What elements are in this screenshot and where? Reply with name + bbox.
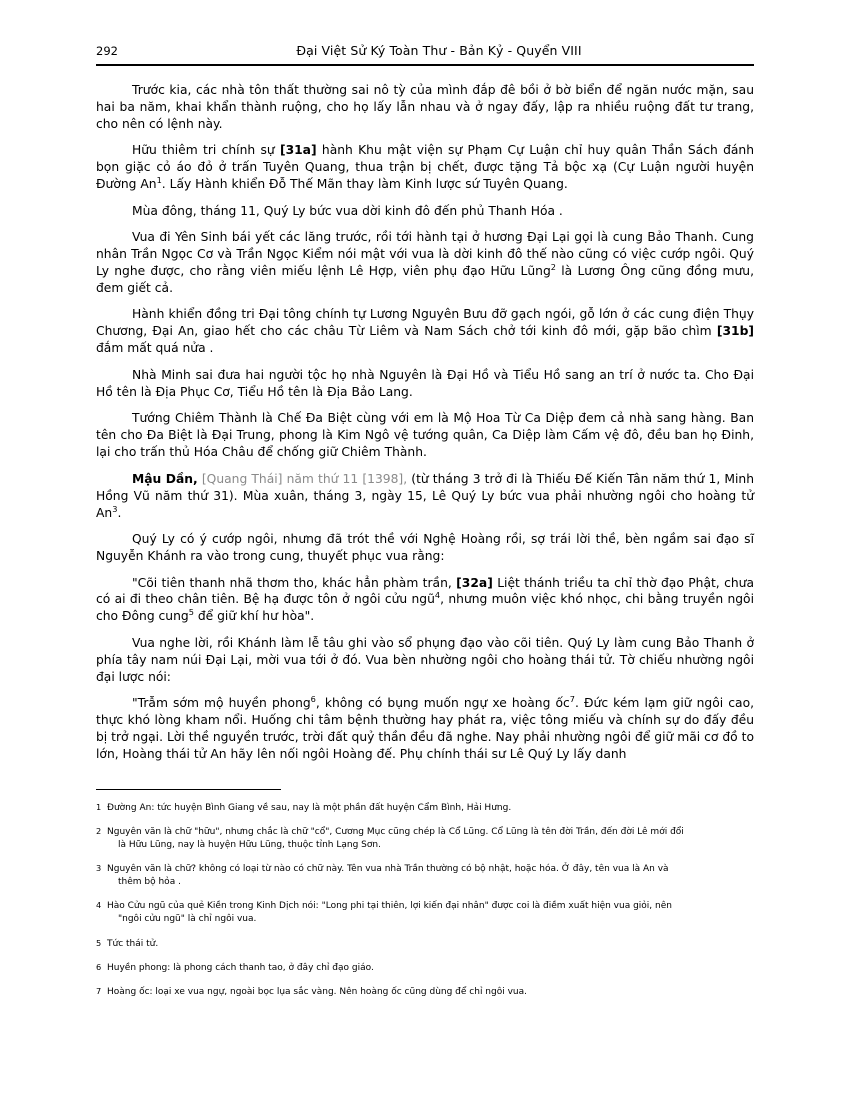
footnote-text-line2: là Hữu Lũng, nay là huyện Hữu Lũng, thuộc tỉnh Lạng Sơn. [118,840,381,851]
footnote-text: Hoàng ốc: loại xe vua ngự, ngoài bọc lụa sắc vàng. Nên hoàng ốc cũng dùng để chỉ ngôi vua. [107,986,527,997]
footnote-text: Nguyên văn là chữ? không có loại từ nào có chữ này. Tên vua nhà Trần thường có bộ nhật, hoặc hóa. Ở đây, tên vua là An và thêm bộ hỏa . [107,863,754,889]
footnote-text-line2: "ngôi cửu ngũ" là chỉ ngôi vua. [118,914,257,925]
footnote-list [96,802,754,998]
paragraph: Hành khiển đồng tri Đại tông chính tự Lương Nguyên Bưu đỡ gạch ngói, gỗ lớn ở các cung điện Thụy Chương, Đại An, giao hết cho các châu Từ Liêm và Nam Sách chở tới kinh đô mới, gặp bão chìm [31b] đắm mất quá nửa . [96,307,754,356]
page-number: 292 [96,44,118,59]
footnote-number: 1 [96,802,102,813]
footnote-text: Nguyên văn là chữ "hữu", nhưng chắc là chữ "cổ", Cương Mục cũng chép là Cổ Lũng. Cổ Lũng là tên đời Trần, đến đời Lê mới đổi là Hữu Lũng, nay là huyện Hữu Lũng, thuộc tỉnh Lạng Sơn. [107,826,754,852]
footnote-text: Hào Cửu ngũ của quẻ Kiền trong Kinh Dịch nói: "Long phi tại thiên, lợi kiến đại nhân" được coi là điềm xuất hiện vua giỏi, nên "ngôi cửu ngũ" là chỉ ngôi vua. [107,900,754,926]
reign-year-label: Mậu Dần, [132,471,198,486]
footnote-item [96,826,754,852]
paragraph: Tướng Chiêm Thành là Chế Đa Biệt cùng với em là Mộ Hoa Từ Ca Diệp đem cả nhà sang hàng. Ban tên cho Đa Biệt là Đại Trung, phong là Kim Ngô vệ tướng quân, Ca Diệp làm Cấm vệ đô, đều ban họ Đinh, lại cho trấn thủ Hóa Châu để chống giữ Chiêm Thành. [96,411,754,460]
footnote-separator [96,789,281,790]
footnote-ref[interactable]: 2 [550,261,557,272]
paragraph-year-entry: Mậu Dần, [Quang Thái] năm thứ 11 [1398], (từ tháng 3 trở đi là Thiếu Đế Kiến Tân năm thứ 1, Minh Hồng Vũ năm thứ 31). Mùa xuân, tháng 3, ngày 15, Lê Quý Ly bức vua phải nhường ngôi cho hoàng tử An$^3$. [96,471,754,520]
reign-era-note: [Quang Thái] năm thứ 11 [1398], [197,471,408,486]
footnote-text: Huyền phong: là phong cách thanh tao, ở đây chỉ đạo giáo. [107,962,374,973]
paragraph: Trước kia, các nhà tôn thất thường sai nô tỳ của mình đắp đê bồi ở bờ biển để ngăn nước mặn, sau hai ba năm, khai khẩn thành ruộng, cho họ lấy lẫn nhau và ở ngay đấy, lập ra nhiều ruộng đất tư trang, cho nên có lệnh này. [96,82,754,131]
footnote-number: 2 [96,826,102,837]
paragraph: "Cõi tiên thanh nhã thơm tho, khác hẳn phàm trần, [32a] Liệt thánh triều ta chỉ thờ đạo Phật, chưa có ai đi theo chân tiên. Bệ hạ được tôn ở ngôi cửu ngũ$^4$, nhưng muôn việc khó nhọc, chi bằng truyền ngôi cho Đông cung$^5$ để giữ khí hư hòa". [96,575,754,624]
folio-marker: [32a] [456,575,493,590]
paragraph: Vua nghe lời, rồi Khánh làm lễ tâu ghi vào sổ phụng đạo vào cõi tiên. Quý Ly làm cung Bảo Thanh ở phía tây nam núi Đại Lại, mời vua tới ở đó. Vua bèn nhường ngôi cho hoàng thái tử. Tờ chiếu nhường ngôi đại lược nói: [96,635,754,684]
folio-marker: [31b] [716,324,754,339]
footnote-text: Đường An: tức huyện Bình Giang về sau, nay là một phần đất huyện Cẩm Bình, Hải Hưng. [107,803,512,814]
header-divider [96,64,754,66]
footnote-ref[interactable]: 7 [569,694,575,705]
footnote-ref[interactable]: 6 [310,694,316,705]
footnote-number: 3 [96,863,102,874]
footnote-number: 4 [96,900,102,911]
footnote-item [96,802,754,815]
footnote-text-line2: thêm bộ hỏa . [118,877,181,888]
paragraph: Nhà Minh sai đưa hai người tộc họ nhà Nguyên là Đại Hồ và Tiểu Hồ sang an trí ở nước ta. Cho Đại Hồ tên là Địa Phục Cơ, Tiểu Hồ tên là Địa Bảo Lang. [96,367,754,399]
paragraph: Hữu thiêm tri chính sự [31a] hành Khu mật viện sự Phạm Cự Luận chỉ huy quân Thần Sách đánh bọn giặc cỏ áo đỏ ở trấn Tuyên Quang, thua trận bị chết, được tặng Tả bộc xạ (Cự Luận người huyện Đường An$^1$. Lấy Hành khiển Đỗ Thế Mãn thay làm Kinh lược sứ Tuyên Quang. [96,143,754,192]
page-header [96,44,754,61]
paragraph: "Trẫm sớm mộ huyền phong$^6$, không có bụng muốn ngự xe hoàng ốc$^7$. Đức kém lạm giữ ngôi cao, thực khó lòng kham nổi. Huống chi tâm bệnh thường hay phát ra, việc tông miếu và chính sự do đấy đều bị trở ngại. Lời thề nguyền trước, trời đất quỷ thần đều đã nghe. Nay phải nhường ngôi để giữ mãi cơ đồ to lớn, Hoàng thái tử An hãy lên nối ngôi Hoàng đế. Phụ chính thái sư Lê Quý Ly lấy danh [96,694,755,762]
footnote-item [96,986,754,999]
paragraph: Vua đi Yên Sinh bái yết các lăng trước, rồi tới hành tại ở hương Đại Lại gọi là cung Bảo Thanh. Cung nhân Trần Ngọc Cơ và Trần Ngọc Kiểm nói mật với vua là dời kinh đô thế nào cũng có việc cướp ngôi. Quý Ly nghe được, cho rằng viên miếu lệnh Lê Hợp, viên phụ đạo Hữu Lũng$^2$ là Lương Ông cũng đồng mưu, đem giết cả. [96,230,754,295]
footnote-item [96,962,754,975]
footnote-item [96,900,754,926]
footnote-ref[interactable]: 4 [434,590,441,601]
footnote-number: 7 [96,985,102,996]
footnote-ref[interactable]: 1 [156,175,162,185]
page-title: Đại Việt Sử Ký Toàn Thư - Bản Kỷ - Quyển VIII [296,43,582,58]
paragraph: Mùa đông, tháng 11, Quý Ly bức vua dời kinh đô đến phủ Thanh Hóa . [132,203,563,218]
paragraph: Quý Ly có ý cướp ngôi, nhưng đã trót thề với Nghệ Hoàng rồi, sợ trái lời thề, bèn ngầm sai đạo sĩ Nguyễn Khánh ra vào trong cung, thuyết phục vua rằng: [96,532,754,564]
footnote-ref[interactable]: 5 [188,607,194,618]
page-body [96,82,754,763]
footnote-number: 6 [96,961,102,972]
footnote-ref[interactable]: 3 [112,503,118,514]
footnote-number: 5 [96,937,102,948]
footnote-text: Tức thái tử. [107,938,159,949]
footnote-item [96,863,754,889]
footnote-item [96,938,754,951]
folio-marker: [31a] [279,143,317,158]
